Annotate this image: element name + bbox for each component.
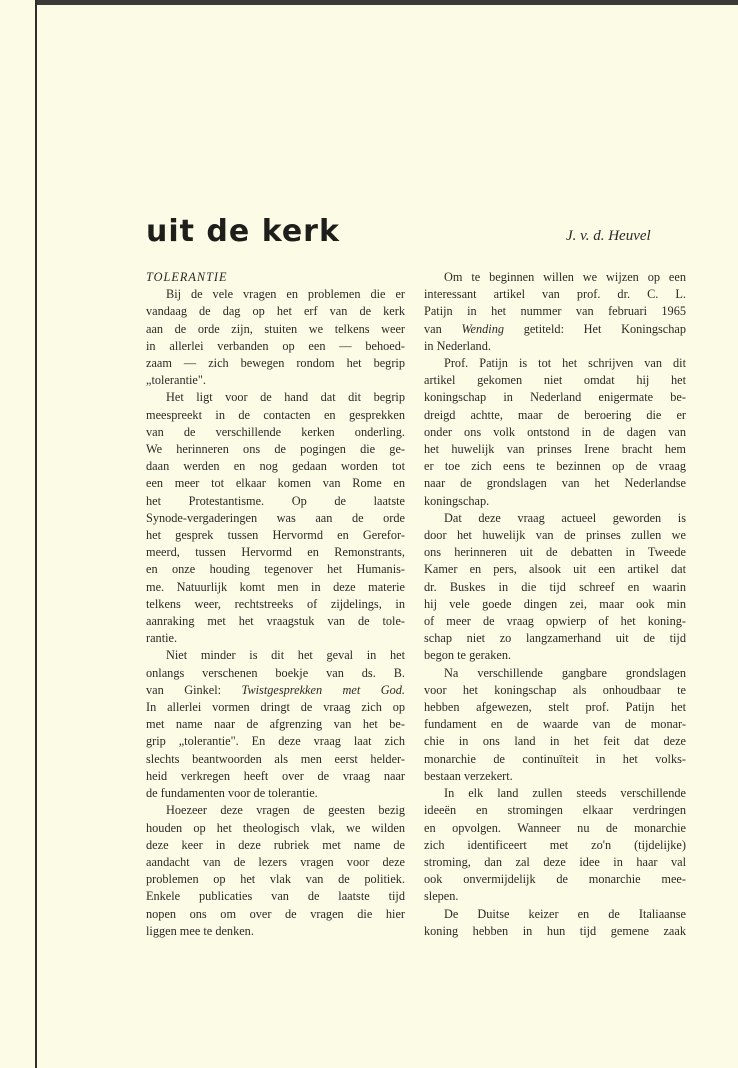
text-line: me. Natuurlijk komt men in deze materie bbox=[146, 579, 405, 594]
text-line: zich identificeert met zo'n (tijdelijke) bbox=[424, 837, 686, 852]
text-line: koningschap in Nederland enigermate be- bbox=[424, 390, 686, 405]
text-line: Na verschillende gangbare grondslagen bbox=[444, 665, 686, 680]
text-line: liggen mee te denken. bbox=[146, 923, 254, 938]
text-line: ons herinneren uit de debatten in Tweede bbox=[424, 545, 686, 560]
text-line: hij vele goede dingen zei, maar ook min bbox=[424, 596, 686, 611]
text-line: en onze houding tegenover het Humanis- bbox=[146, 562, 405, 577]
text-line: het gesprek tussen Hervormd en Gerefor- bbox=[146, 528, 405, 543]
text-line: meespreekt in de contacten en gesprekken bbox=[146, 407, 405, 422]
text-line: We herinneren ons de pogingen die ge- bbox=[146, 442, 405, 457]
article-title: uit de kerk bbox=[146, 214, 340, 249]
text-line: met name naar de afgrenzing van het be- bbox=[146, 717, 405, 732]
text-line: het Protestantisme. Op de laatste bbox=[146, 493, 405, 508]
magazine-title: Wending bbox=[461, 321, 505, 336]
text-line: aanraking met het vraagstuk van de tole- bbox=[146, 614, 405, 629]
text-line: Synode-vergaderingen was aan de orde bbox=[146, 510, 405, 525]
text-line: van de verschillende kerken onderling. bbox=[146, 424, 405, 439]
text-line: Enkele publicaties van de laatste tijd bbox=[146, 889, 405, 904]
text-line: fundament en de waarde van de monar- bbox=[424, 717, 686, 732]
text-line: „tolerantie". bbox=[146, 373, 206, 388]
page-top-edge bbox=[35, 0, 738, 5]
text-line: artikel gekomen niet omdat hij het bbox=[424, 373, 686, 388]
text-line: grip „tolerantie". En deze vraag laat zich bbox=[146, 734, 405, 749]
text-line: dreigd achtte, maar de beroering die er bbox=[424, 407, 686, 422]
text-line: aandacht van de lezers vragen voor deze bbox=[146, 854, 405, 869]
text-line: deze keer in deze rubriek met name de bbox=[146, 837, 405, 852]
text-line: Het ligt voor de hand dat dit begrip bbox=[166, 390, 405, 405]
text-line: interessant artikel van prof. dr. C. L. bbox=[424, 287, 686, 302]
text-line: In elk land zullen steeds verschillende bbox=[444, 786, 686, 801]
text-line: en opvolgen. Wanneer nu de monarchie bbox=[424, 820, 686, 835]
text-line: of meer de vraag opwierp of het koning- bbox=[424, 614, 686, 629]
text-line: zaam — zich bewegen rondom het begrip bbox=[146, 356, 405, 371]
left-column bbox=[146, 269, 405, 940]
text-line: koning hebben in hun tijd gemene zaak bbox=[424, 923, 686, 938]
text-line: het huwelijk van prinses Irene bracht hem bbox=[424, 442, 686, 457]
text-line: slechts beantwoorden als men eerst helder- bbox=[146, 751, 405, 766]
text-line: in Nederland. bbox=[424, 338, 491, 353]
text-line: meerd, tussen Hervormd en Remonstrants, bbox=[146, 545, 405, 560]
text-line: Dat deze vraag actueel geworden is bbox=[444, 510, 686, 525]
text-line: Niet minder is dit het geval in het bbox=[166, 648, 405, 663]
text-line: begon te geraken. bbox=[424, 648, 512, 663]
text-line: stroming, dan zal deze idee in haar val bbox=[424, 854, 686, 869]
text-line: Prof. Patijn is tot het schrijven van dit bbox=[444, 356, 686, 371]
book-title: Twistgesprekken met God. bbox=[241, 682, 405, 697]
text-line: nopen ons om over de vragen die hier bbox=[146, 906, 405, 921]
text-line: Kamer en pers, alsook uit een artikel dat bbox=[424, 562, 686, 577]
page-left-edge bbox=[35, 0, 37, 1068]
right-column bbox=[424, 269, 686, 940]
text-line: een meer tot elkaar komen van Rome en bbox=[146, 476, 405, 491]
text-line: aan de orde zijn, stuiten we telkens weer bbox=[146, 321, 405, 336]
text-line: rantie. bbox=[146, 631, 178, 646]
text-line: er toe zich eens te bezinnen op de vraag bbox=[424, 459, 686, 474]
text-line: ideeën en stromingen elkaar verdringen bbox=[424, 803, 686, 818]
left-column-text bbox=[146, 286, 405, 940]
text-line: slepen. bbox=[424, 889, 459, 904]
text-line: vandaag de dag op het erf van de kerk bbox=[146, 304, 405, 319]
text-line: van Ginkel: Twistgesprekken met God. bbox=[146, 682, 405, 697]
text-line: onlangs verschenen boekje van ds. B. bbox=[146, 665, 405, 680]
right-column-text bbox=[424, 269, 686, 940]
text-line: heid verkregen heeft over de vraag naar bbox=[146, 768, 405, 783]
text-line: telkens weer, rechtstreeks of zijdelings, in bbox=[146, 596, 405, 611]
text-line: Patijn in het nummer van februari 1965 bbox=[424, 304, 686, 319]
text-line: chie in ons land in het feit dat deze bbox=[424, 734, 686, 749]
article-author: J. v. d. Heuvel bbox=[566, 228, 651, 244]
text-line: houden op het theologisch vlak, we wilden bbox=[146, 820, 405, 835]
text-line: monarchie de continuïteit in het volks- bbox=[424, 751, 686, 766]
text-line: voor het koningschap als onhoudbaar te bbox=[424, 682, 686, 697]
section-heading: TOLERANTIE bbox=[146, 270, 228, 284]
text-line: Om te beginnen willen we wijzen op een bbox=[444, 270, 686, 284]
text-line: koningschap. bbox=[424, 493, 490, 508]
text-line: schap niet zo langzamerhand uit de tijd bbox=[424, 631, 686, 646]
text-line: dr. Buskes in die tijd schreef en waarin bbox=[424, 579, 686, 594]
text-line: naar de grondslagen van het Nederlandse bbox=[424, 476, 686, 491]
text-line: Bij de vele vragen en problemen die er bbox=[166, 287, 405, 302]
text-line: onder ons volk ontstond in de dagen van bbox=[424, 424, 686, 439]
text-line: ook onvermijdelijk de monarchie mee- bbox=[424, 872, 686, 887]
text-line: daan werden en nog gedaan worden tot bbox=[146, 459, 405, 474]
text-line: Hoezeer deze vragen de geesten bezig bbox=[166, 803, 405, 818]
text-line: van Wending getiteld: Het Koningschap bbox=[424, 321, 686, 336]
text-line: problemen op het vlak van de politiek. bbox=[146, 872, 405, 887]
text-line: In allerlei vormen dringt de vraag zich op bbox=[146, 700, 405, 715]
text-line: de fundamenten voor de tolerantie. bbox=[146, 786, 318, 801]
text-line: in allerlei verbanden op een — behoed- bbox=[146, 338, 405, 353]
text-line: hebben afgewezen, stelt prof. Patijn het bbox=[424, 700, 686, 715]
text-line: De Duitse keizer en de Italiaanse bbox=[444, 906, 686, 921]
text-line: door het huwelijk van de prinses zullen we bbox=[424, 528, 686, 543]
text-line: bestaan verzekert. bbox=[424, 768, 513, 783]
